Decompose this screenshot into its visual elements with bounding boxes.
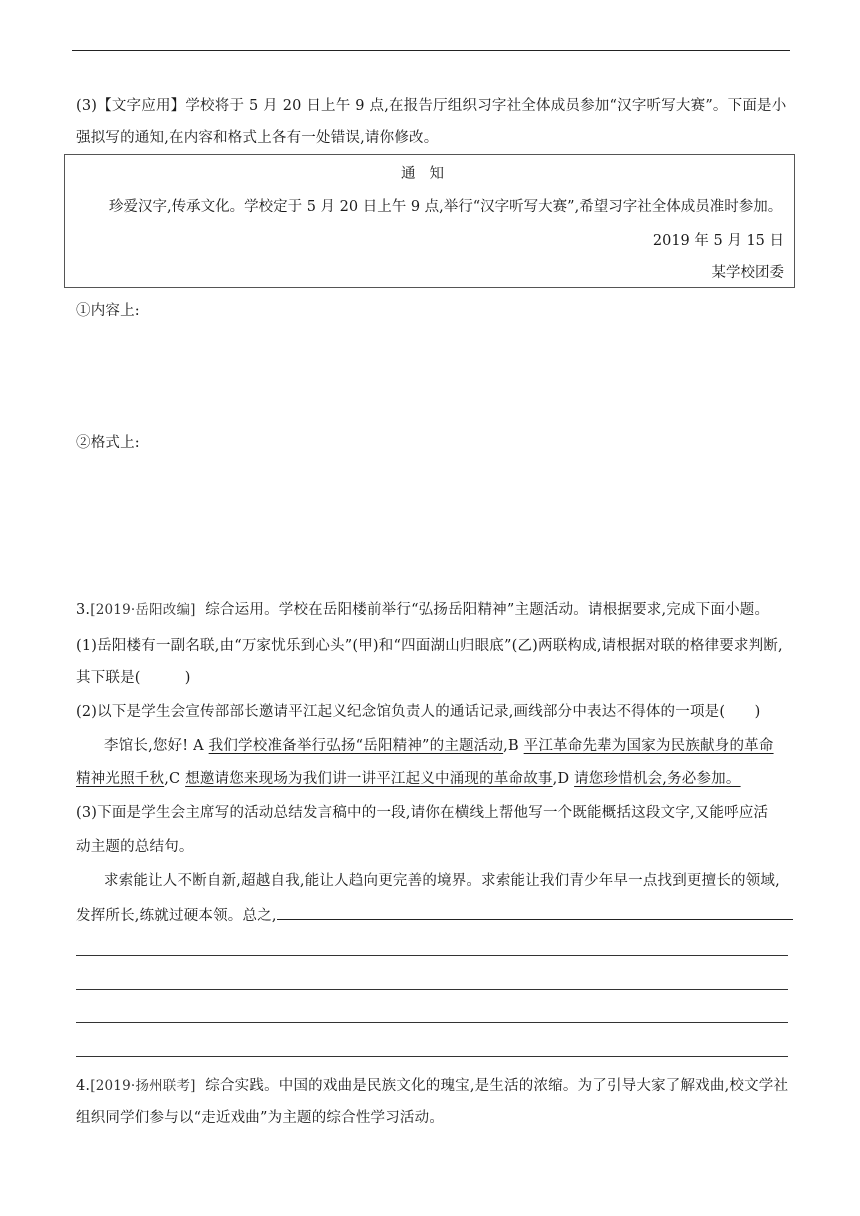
answer-blank[interactable] [277, 904, 793, 920]
q4-source-tag: [2019·扬州联考] [90, 1078, 196, 1094]
q3-stem-line2: 强拟写的通知,在内容和格式上各有一处错误,请你修改。 [76, 130, 439, 146]
option-c-text: 想邀请您来现场为我们讲一讲平江起义中涌现的革命故事 [185, 771, 553, 787]
comma: , [503, 738, 508, 754]
notice-signature: 某学校团委 [711, 265, 784, 281]
content-answer-label: ①内容上: [76, 303, 140, 319]
call-record-line2 [76, 769, 790, 789]
notice-body: 珍爱汉字,传承文化。学校定于 5 月 20 日上午 9 点,举行“汉字听写大赛”,希望习字社全体成员准时参加。 [109, 199, 783, 215]
q4-heading [76, 1076, 790, 1096]
call-greeting: 李馆长,您好! [104, 738, 194, 754]
q3-sub3-line1: (3)下面是学生会主席写的活动总结发言稿中的一段,请你在横线上帮他写一个既能概括这段文字,又能呼应活 [76, 805, 769, 821]
option-b-text: 平江革命先辈为国家为民族献身的革命 [523, 738, 774, 754]
q4-line2: 组织同学们参与以“走近戏曲”为主题的综合性学习活动。 [76, 1110, 445, 1126]
option-d-text: 请您珍惜机会,务必参加。 [574, 771, 741, 787]
notice-title: 通知 [401, 166, 458, 182]
q3-heading [76, 600, 790, 620]
format-answer-label: ②格式上: [76, 435, 140, 451]
speech-line2 [76, 904, 790, 926]
q3-stem-line1: (3)【文字应用】学校将于 5 月 20 日上午 9 点,在报告厅组织习字社全体成员参加“汉字听写大赛”。下面是小 [76, 98, 787, 114]
call-record-line1 [104, 736, 818, 756]
q3-sub3-line2: 动主题的总结句。 [76, 839, 194, 855]
answer-line-2[interactable] [76, 989, 788, 990]
q4-number: 4. [76, 1078, 91, 1094]
option-b-text-cont: 精神光照千秋 [76, 771, 165, 787]
q3-number: 3. [76, 602, 91, 618]
comma: , [552, 771, 558, 787]
notice-date: 2019 年 5 月 15 日 [652, 233, 784, 249]
option-c-label: C [169, 771, 181, 787]
speech-line1: 求索能让人不断自新,超越自我,能让人趋向更完善的境界。求索能让我们青少年早一点找到更擅长的领域, [104, 873, 780, 889]
answer-line-1[interactable] [76, 955, 788, 956]
q4-intro: 综合实践。中国的戏曲是民族文化的瑰宝,是生活的浓缩。为了引导大家了解戏曲,校文学社 [205, 1078, 789, 1094]
header-rule [72, 50, 790, 51]
option-b-label: B [507, 738, 519, 754]
notice-box [64, 154, 795, 288]
q3-sub2-stem: (2)以下是学生会宣传部部长邀请平江起义纪念馆负责人的通话记录,画线部分中表达不得体的一项是( ) [76, 704, 761, 720]
comma: , [164, 771, 170, 787]
q3-intro: 综合运用。学校在岳阳楼前举行“弘扬岳阳精神”主题活动。请根据要求,完成下面小题。 [205, 602, 770, 618]
answer-line-4[interactable] [76, 1056, 788, 1057]
option-a-text: 我们学校准备举行弘扬“岳阳精神”的主题活动 [208, 738, 504, 754]
q3-source-tag: [2019·岳阳改编] [90, 602, 196, 618]
answer-line-3[interactable] [76, 1022, 788, 1023]
q3-sub1-line2: 其下联是( ) [76, 670, 191, 686]
option-d-label: D [557, 771, 570, 787]
speech-line2-text: 发挥所长,练就过硬本领。总之, [76, 908, 277, 924]
option-a-label: A [193, 738, 204, 754]
q3-sub1-line1: (1)岳阳楼有一副名联,由“万家忧乐到心头”(甲)和“四面湖山归眼底”(乙)两联构成,请根据对联的格律要求判断, [76, 638, 783, 654]
